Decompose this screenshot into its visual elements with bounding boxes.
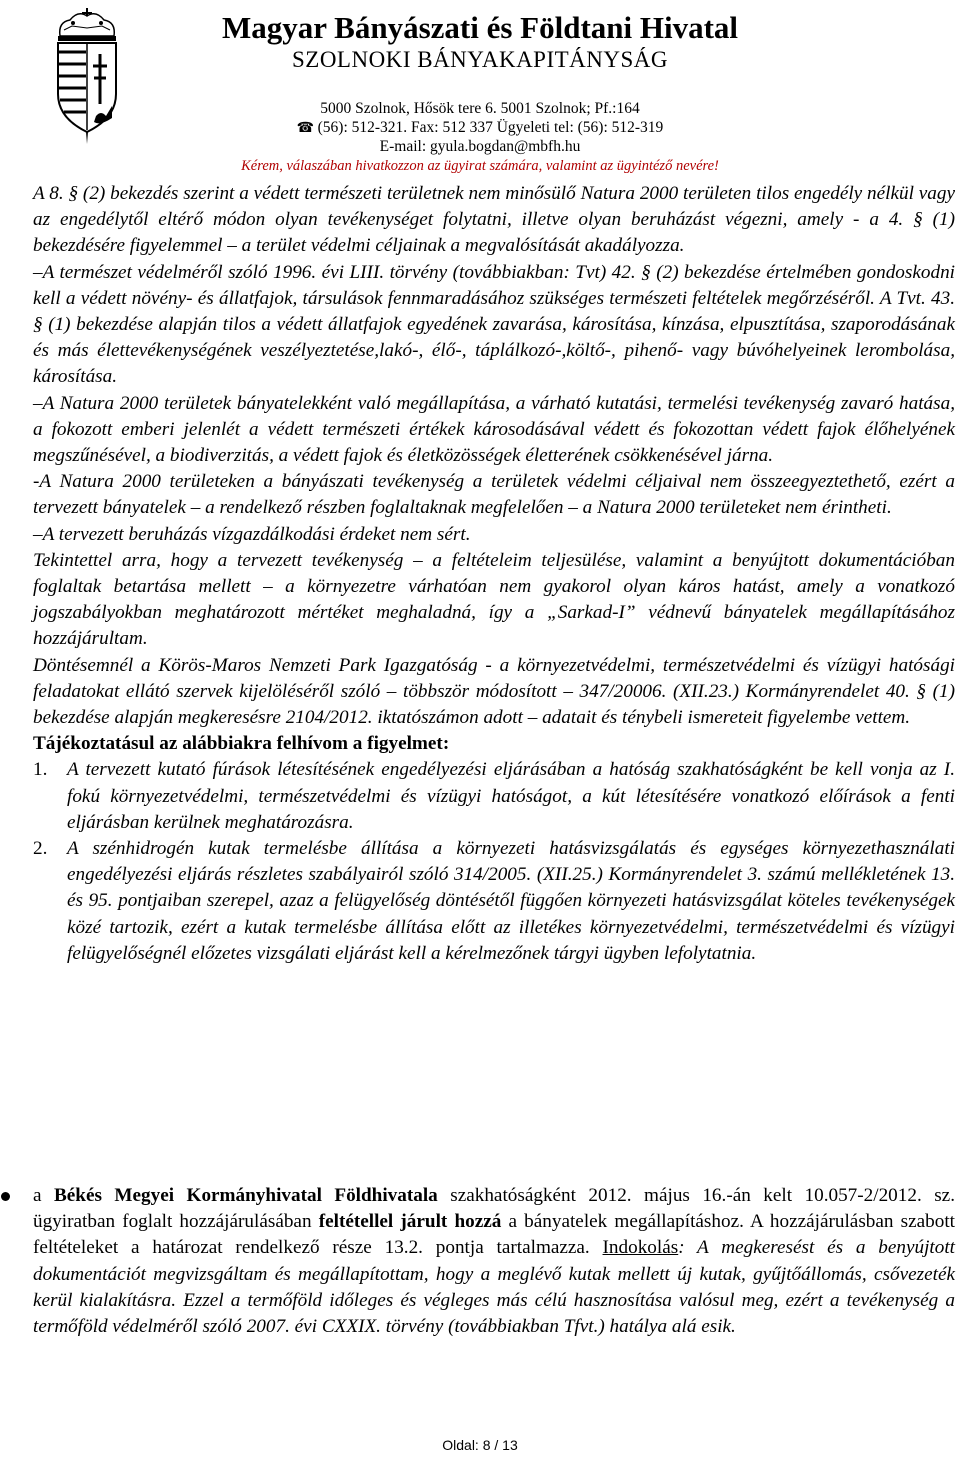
- paragraph-water: –A tervezett beruházás vízgazdálkodási érdeket nem sért.: [33, 523, 471, 545]
- organization-name: Magyar Bányászati és Földtani Hivatal: [221, 10, 739, 45]
- condition-text: feltétellel járult hozzá: [318, 1211, 502, 1233]
- paragraph-tvt: –A természet védelméről szóló 1996. évi LIII. törvény (továbbiakban: Tvt) 42. § (2) bekezdése értelmében gondoskodni kell a védett növény- és állatfajok, társulások fennmaradásához szükséges természeti feltételek megőrzéséről. A Tvt. 43. § (1) bekezdése alapján tilos a védett állatfajok egyedének zavarása, károsítása, kínzása, elpusztítása, szaporodásának és más élettevékenységének veszélyeztetése,lakó-, élő-, táplálkozó-,költő-, pihenő- vagy búvóhelyeinek lerombolása, károsítása.: [33, 261, 955, 388]
- address-line: 5000 Szolnok, Hősök tere 6. 5001 Szolnok; Pf.:164: [320, 100, 640, 117]
- page-number: Oldal: 8 / 13: [442, 1437, 518, 1453]
- notice-heading: Tájékoztatásul az alábbiakra felhívom a figyelmet:: [33, 733, 450, 755]
- reference-notice: Kérem, válaszában hivatkozzon az ügyirat számára, valamint az ügyintéző nevére!: [241, 158, 719, 174]
- paragraph-natura-effects: –A Natura 2000 területek bányatelekként való megállapítása, a várható kutatási, termelési tevékenység zavaró hatása, a fokozott emberi jelenlét a védett természeti értékek károsodásával védett és fokozottan védett fajok élőhelyének megszűnésével, a biodiverzitás, a védett fajok és életközösségek életterének csökkenésével járna.: [33, 392, 955, 467]
- phone-icon: ☎: [296, 121, 318, 136]
- reason-label: Indokolás: [602, 1237, 679, 1259]
- notice-list: [33, 757, 955, 967]
- paragraph-consent: Tekintettel arra, hogy a tervezett tevékenység – a feltételeim teljesülése, valamint a benyújtott dokumentációban foglaltak betartása mellett – a környezetre várhatóan nem gyakorol olyan káros hatást, amely a vonatkozó jogszabályokban meghatározott mértéket meghaladná, így a „Sarkad-I” védnevű bányatelek megállapításához hozzájárultam.: [33, 549, 955, 650]
- bullet-icon: [1, 1192, 10, 1201]
- agency-name: Békés Megyei Kormányhivatal Földhivatala: [53, 1185, 438, 1206]
- phone-line: ☎ (56): 512-321. Fax: 512 337 Ügyeleti tel: (56): 512-319: [296, 119, 664, 136]
- email-line: E-mail: gyula.bogdan@mbfh.hu: [379, 138, 581, 155]
- office-name: SZOLNOKI BÁNYAKAPITÁNYSÁG: [291, 47, 669, 72]
- list-item: 1. A tervezett kutató fúrások létesítésének engedélyezési eljárásában a hatóság szakhatóságként be kell vonja az I. fokú környezetvédelmi, természetvédelmi és vízügyi hatóságot, a kút létesítésére vonatkozó előírások a fenti eljárásban kerülnek meghatározásra.: [33, 759, 955, 833]
- paragraph-natura-ban: A 8. § (2) bekezdés szerint a védett természeti területnek nem minősülő Natura 2000 területen tilos engedély nélkül vagy az engedélytől eltérő módon olyan tevékenységet folytatni, illetve olyan beruházást végezni, amely - a 4. § (1) bekezdésére figyelemmel – a terület védelmi céljainak a megvalósítását akadályozza.: [33, 183, 955, 257]
- list-item: 2. A szénhidrogén kutak termelésbe állítása a környezeti hatásvizsgálatás és egységes környezethasználati engedélyezési eljárás részletes szabályairól szóló 314/2005. (XII.25.) Kormányrendelet 3. számú mellékletének 13. és 95. pontjaiban szerepel, azaz a felügyelőség döntésétől függően környezeti hatásvizsgálat köteles tevékenységek közé tartozik, ezért a kutak termelésbe állítása előtt az illetékes környezetvédelmi, természetvédelmi és vízügyi felügyelőségnél előzetes vizsgálati eljárást kell a kérelmezőnek tárgyi ügyben lefolytatnia.: [33, 838, 955, 964]
- coat-of-arms-logo: [48, 6, 126, 146]
- paragraph-natura-conflict: -A Natura 2000 területeken a bányászati tevékenység a területek védelmi céljaival nem összeegyeztethető, ezért a tervezett bányatelek – a rendelkező részben foglaltaknak megfelelően – a Natura 2000 területeket nem érintheti.: [33, 471, 955, 519]
- document-body: [33, 181, 955, 967]
- bullet-paragraph-land-office: a Békés Megyei Kormányhivatal Földhivatala szakhatóságként 2012. május 16.-án kelt 10.057-2/2012. sz. ügyiratban foglalt hozzájárulásában feltétellel járult hozzá a bányatelek megállapításhoz. A hozzájárulásban szabott feltételeket a határozat rendelkező része 13.2. pontja tartalmazza. Indokolás: A megkeresést és a benyújtott dokumentációt megvizsgáltam és megállapítottam, hogy a meglévő kutak mellett új kutak, gyűjtőállomás, csővezeték kerül kialakításra. Ezzel a termőföld időleges és végleges más célú hasznosítása valósul meg, ezért a tevékenység a termőföld védelméről szóló 2007. évi CXXIX. törvény (továbbiakban Tfvt.) hatálya alá esik.: [33, 1183, 955, 1340]
- paragraph-decision-basis: Döntésemnél a Körös-Maros Nemzeti Park Igazgatóság - a környezetvédelmi, természetvédelmi és vízügyi hatósági feladatokat ellátó szervek kijelöléséről szóló – többször módosított – 347/20006. (XII.23.) Kormányrendelet 40. § (1) bekezdése alapján megkeresésre 2104/2012. iktatószámon adott – adatait és ténybeli ismereteit figyelembe vettem.: [33, 654, 955, 729]
